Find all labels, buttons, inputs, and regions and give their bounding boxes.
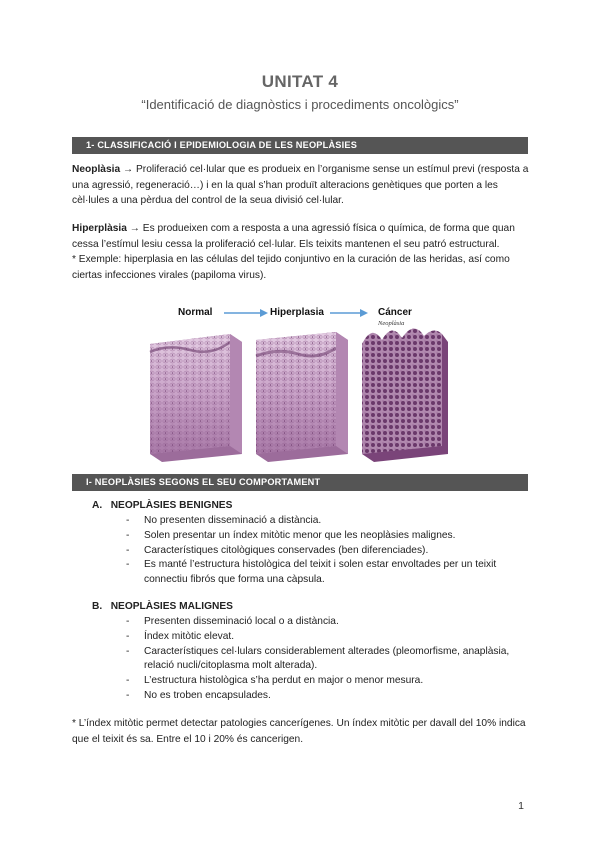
list-item: - Solen presentar un índex mitòtic menor que les neoplàsies malignes. <box>126 529 526 544</box>
cancer-tissue-block <box>362 328 448 462</box>
section-heading-1: 1- CLASSIFICACIÓ I EPIDEMIOLOGIA DE LES NEOPLÀSIES <box>72 137 528 154</box>
neoplasia-definition <box>72 162 530 209</box>
neoplasia-text: Proliferació cel·lular que es produeix en l’organisme sense un estímul previ (resposta a una agressió, regeneració…) i en la qual s’han produït alteracions genètiques que porten a les cèl·lules a una pèrdua del control de la seua divisió cel·lular. <box>72 164 529 206</box>
list-item: - Presenten disseminació local o a distància. <box>126 615 526 630</box>
hiperplasia-term: Hiperplàsia <box>72 223 127 234</box>
list-dash: - <box>126 515 130 526</box>
list-dash: - <box>126 675 130 687</box>
tissue-progression-figure <box>148 304 448 464</box>
hiperplasia-example: * Exemple: hiperplasia en las células del tejido conjuntivo en la curación de las heridas, así como ciertas infecciones virales (papiloma virus). <box>72 254 510 281</box>
figure-label-hiperplasia: Hiperplasia <box>270 307 324 318</box>
benignes-marker: A. <box>92 500 103 511</box>
malignes-list <box>126 615 526 704</box>
hiperplasia-text: Es produeixen com a resposta a una agressió física o química, de forma que quan cessa l’estímul lesiu cessa la proliferació cel·lular. Els teixits mantenen el seu patró estructural. <box>72 223 515 250</box>
figure-label-normal: Normal <box>178 307 213 318</box>
list-dash: - <box>126 645 130 657</box>
list-dash: - <box>126 689 130 701</box>
benignes-title: NEOPLÀSIES BENIGNES <box>110 500 233 511</box>
mitotic-index-footnote: * L’índex mitòtic permet detectar patologies cancerígenes. Un índex mitòtic per davall del 10% indica que el teixit és sa. Entre el 10 i 20% és cancerigen. <box>72 718 526 745</box>
hiperplasia-tissue-block <box>256 332 348 462</box>
page-title: UNITAT 4 <box>261 72 339 91</box>
benignes-list <box>126 514 526 588</box>
hiperplasia-arrow: → <box>126 223 143 234</box>
benignes-heading <box>92 500 232 511</box>
figure-label-cancer: Cáncer <box>378 307 412 318</box>
list-dash: - <box>126 529 130 541</box>
page-number: 1 <box>518 800 524 812</box>
page-subtitle: “Identificació de diagnòstics i procediments oncològics” <box>141 97 459 112</box>
malignes-heading <box>92 601 233 612</box>
list-dash: - <box>126 616 130 627</box>
progression-arrow-2 <box>330 309 368 317</box>
list-item: - L’estructura histològica s’ha perdut en major o menor mesura. <box>126 674 526 689</box>
neoplasia-term: Neoplàsia <box>72 164 121 175</box>
hiperplasia-definition <box>72 221 530 283</box>
list-dash: - <box>126 559 130 571</box>
malignes-marker: B. <box>92 601 103 612</box>
list-item: - No es troben encapsulades. <box>126 689 526 704</box>
malignes-title: NEOPLÀSIES MALIGNES <box>110 601 233 612</box>
tissue-illustration <box>148 304 448 464</box>
list-item: - Característiques citològiques conservades (ben diferenciades). <box>126 544 526 559</box>
list-item: - Es manté l’estructura histològica del teixit i solen estar envoltades per un teixit connectiu fibrós que forma una càpsula. <box>126 559 497 586</box>
list-item: - Índex mitòtic elevat. <box>126 630 526 645</box>
normal-tissue-block <box>150 334 242 462</box>
neoplasia-arrow: → <box>120 164 136 175</box>
list-item: - No presenten disseminació a distància. <box>126 514 526 529</box>
list-dash: - <box>126 630 130 642</box>
progression-arrow-1 <box>224 309 268 317</box>
list-dash: - <box>126 544 130 556</box>
figure-label-neoplasia: Neoplàsia <box>378 320 405 327</box>
list-item: - Característiques cel·lulars considerablement alterades (pleomorfisme, anaplàsia, relació nucli/citoplasma molt alterada). <box>126 645 510 672</box>
section-heading-2: I- NEOPLÀSIES SEGONS EL SEU COMPORTAMENT <box>72 474 528 491</box>
